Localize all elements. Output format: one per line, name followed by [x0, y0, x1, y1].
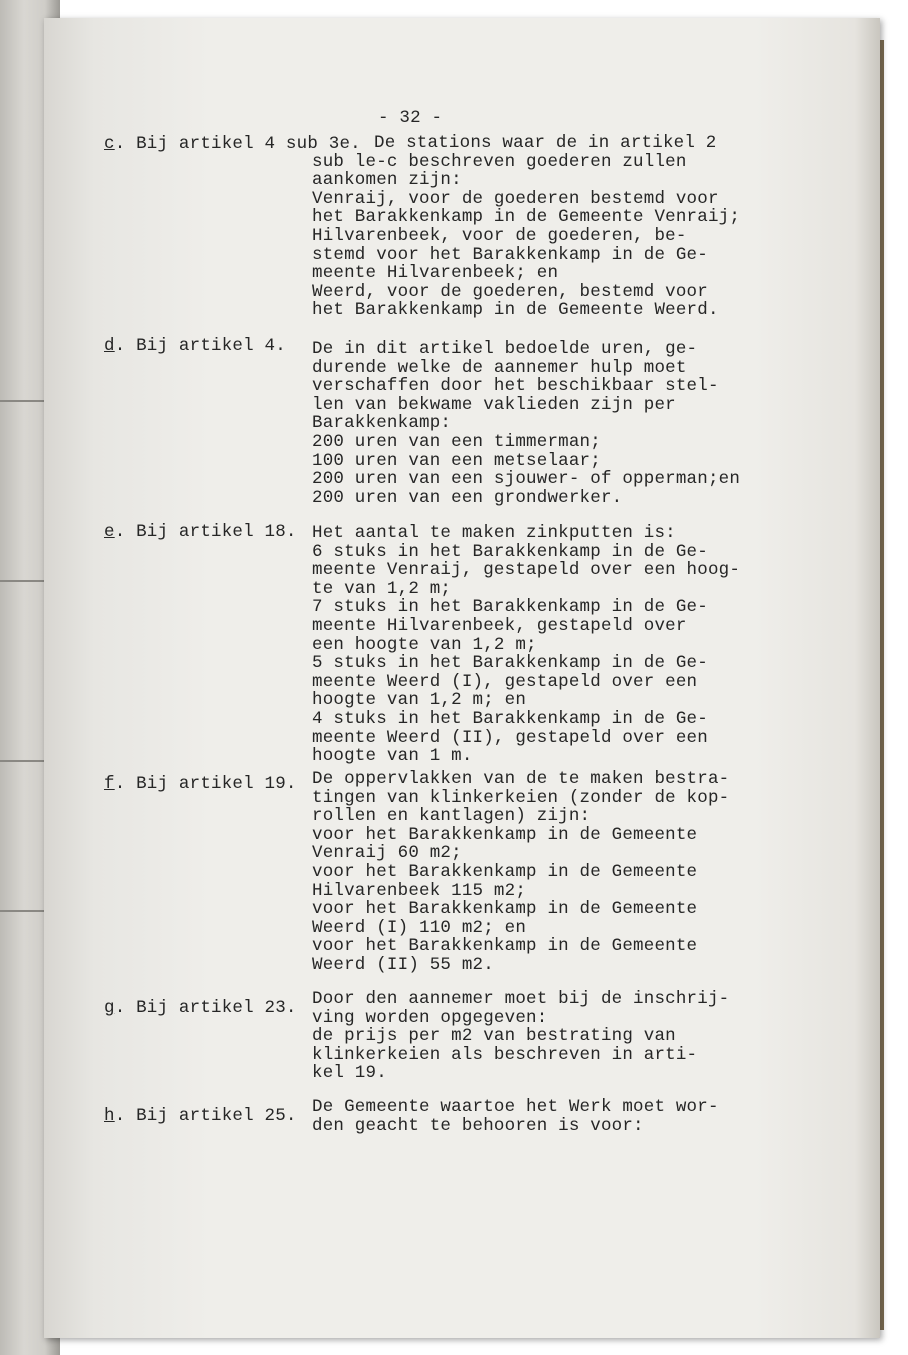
body-line: rollen en kantlagen) zijn:: [312, 806, 591, 827]
section-d-body: [312, 340, 740, 507]
body-line: Weerd (I) 110 m2; en: [312, 917, 527, 938]
body-line: voor het Barakkenkamp in de Gemeente: [312, 824, 698, 845]
body-line: Hilvarenbeek, voor de goederen, be-: [312, 225, 687, 246]
page-number: - 32 -: [378, 108, 443, 128]
section-letter: e: [104, 522, 115, 542]
body-line: 200 uren van een timmerman;: [312, 431, 601, 452]
body-line: Barakkenkamp:: [312, 413, 452, 434]
body-line: te van 1,2 m;: [312, 578, 452, 599]
body-line: Venraij, voor de goederen bestemd voor: [312, 188, 719, 209]
body-line: meente Hilvarenbeek, gestapeld over: [312, 615, 687, 636]
body-line: tingen van klinkerkeien (zonder de kop-: [312, 787, 730, 808]
facing-page-rule: [0, 400, 48, 402]
body-line: Door den aannemer moet bij de inschrij-: [312, 989, 730, 1009]
section-e-label: [104, 522, 297, 542]
section-f-body: [312, 770, 729, 975]
body-line: kel 19.: [312, 1063, 387, 1084]
section-h-body: [312, 1098, 719, 1135]
body-line: het Barakkenkamp in de Gemeente Venraij;: [312, 207, 741, 228]
body-line: meente Weerd (I), gestapeld over een: [312, 671, 698, 692]
body-line: Venraij 60 m2;: [312, 843, 462, 864]
section-d-label: [104, 336, 286, 356]
body-line: voor het Barakkenkamp in de Gemeente: [312, 899, 698, 920]
body-line: Weerd (II) 55 m2.: [312, 954, 494, 975]
body-line: meente Venraij, gestapeld over een hoog-: [312, 560, 741, 581]
section-letter: d: [104, 336, 115, 356]
facing-page-rule: [0, 760, 48, 762]
body-line: voor het Barakkenkamp in de Gemeente: [312, 936, 698, 957]
body-line: 6 stuks in het Barakkenkamp in de Ge-: [312, 541, 708, 562]
body-line: 7 stuks in het Barakkenkamp in de Ge-: [312, 597, 708, 618]
section-article: . Bij artikel 23.: [114, 998, 297, 1018]
section-letter: g: [104, 998, 115, 1018]
body-line: De stations waar de in artikel 2: [374, 133, 717, 153]
body-line: 4 stuks in het Barakkenkamp in de Ge-: [312, 708, 708, 729]
facing-page-rule: [0, 580, 48, 582]
body-line: 5 stuks in het Barakkenkamp in de Ge-: [312, 653, 708, 674]
body-line: hoogte van 1,2 m; en: [312, 690, 527, 711]
body-line: 100 uren van een metselaar;: [312, 450, 601, 471]
section-letter: f: [104, 774, 115, 794]
body-line: durende welke de aannemer hulp moet: [312, 357, 687, 378]
section-letter: h: [104, 1106, 115, 1126]
body-line: een hoogte van 1,2 m;: [312, 634, 537, 655]
section-article: . Bij artikel 25.: [114, 1106, 297, 1126]
body-line: De Gemeente waartoe het Werk moet wor-: [312, 1097, 719, 1117]
section-letter: c: [104, 134, 115, 154]
section-article: . Bij artikel 19.: [114, 774, 297, 794]
section-c-body: [312, 133, 741, 321]
body-line: Hilvarenbeek 115 m2;: [312, 880, 527, 901]
body-line: 200 uren van een sjouwer- of opperman;en: [312, 469, 741, 490]
body-line: Weerd, voor de goederen, bestemd voor: [312, 281, 708, 302]
body-line: de prijs per m2 van bestrating van: [312, 1026, 676, 1047]
section-h-label: [104, 1106, 297, 1126]
body-line: aankomen zijn:: [312, 170, 462, 191]
body-line: stemd voor het Barakkenkamp in de Ge-: [312, 244, 708, 265]
facing-page-rule: [0, 910, 48, 912]
body-line: klinkerkeien als beschreven in arti-: [312, 1044, 698, 1065]
section-article: . Bij artikel 4 sub 3e.: [114, 134, 361, 154]
section-e-body: [312, 524, 740, 766]
body-line: het Barakkenkamp in de Gemeente Weerd.: [312, 300, 719, 321]
section-article: . Bij artikel 4.: [114, 336, 286, 356]
body-line: 200 uren van een grondwerker.: [312, 487, 623, 508]
section-f-label: [104, 774, 297, 794]
body-line: meente Weerd (II), gestapeld over een: [312, 727, 708, 748]
section-c-label: [104, 134, 361, 154]
body-line: De oppervlakken van de te maken bestra-: [312, 769, 730, 789]
body-line: len van bekwame vaklieden zijn per: [312, 394, 676, 415]
body-line: verschaffen door het beschikbaar stel-: [312, 376, 719, 397]
section-g-label: [104, 998, 297, 1018]
body-line: meente Hilvarenbeek; en: [312, 263, 559, 284]
body-line: voor het Barakkenkamp in de Gemeente: [312, 861, 698, 882]
body-line: sub le-c beschreven goederen zullen: [312, 151, 687, 172]
section-g-body: [312, 990, 729, 1083]
body-line: De in dit artikel bedoelde uren, ge-: [312, 339, 698, 359]
body-line: Het aantal te maken zinkputten is:: [312, 523, 676, 543]
body-line: ving worden opgegeven:: [312, 1007, 548, 1028]
body-line: hoogte van 1 m.: [312, 746, 473, 767]
section-article: . Bij artikel 18.: [114, 522, 297, 542]
body-line: den geacht te behooren is voor:: [312, 1115, 644, 1136]
